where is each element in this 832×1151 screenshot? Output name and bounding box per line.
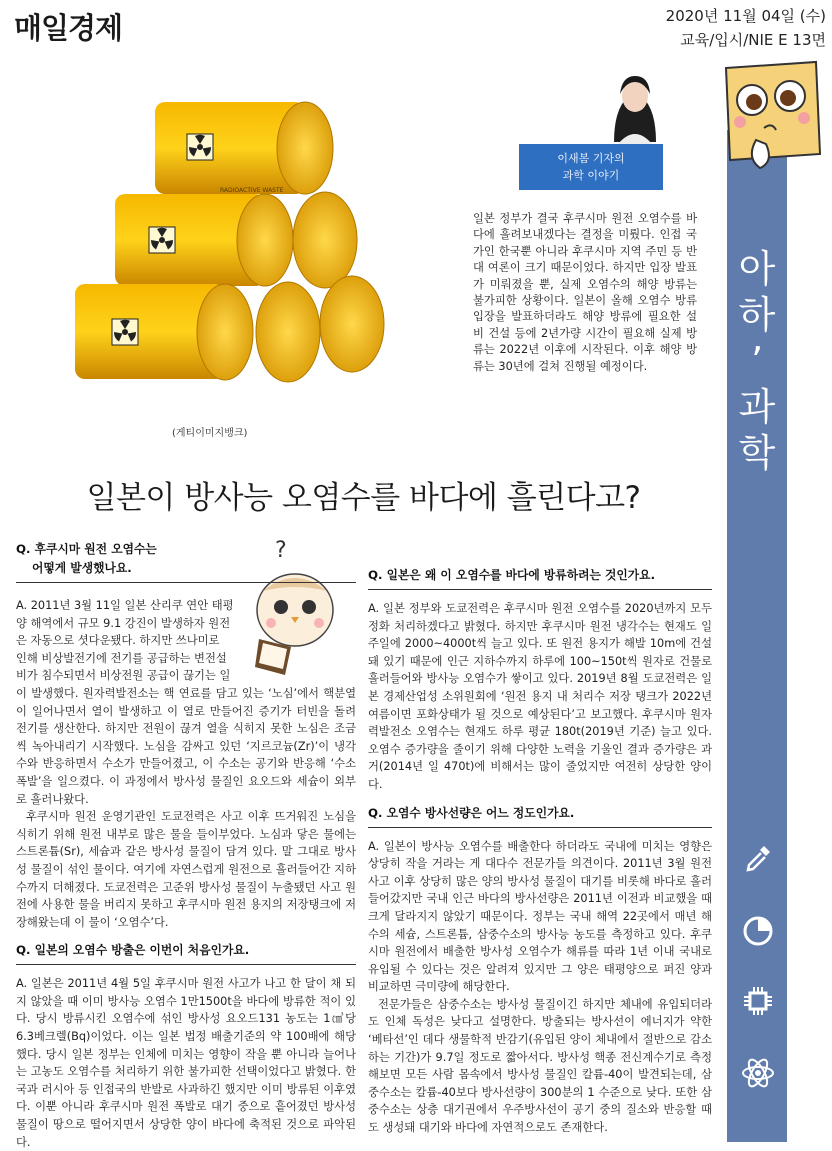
photo-credit: (게티이미지뱅크): [172, 428, 248, 439]
radioactive-barrels-illustration: [70, 92, 400, 422]
side-title-char: ’: [750, 339, 764, 383]
reporter-label: [519, 144, 663, 190]
dateline: [666, 4, 826, 52]
question-1-line1: Q. 후쿠시마 원전 오염수는: [16, 542, 157, 556]
side-title-char: 학: [738, 431, 776, 475]
intro-paragraph: 일본 정부가 결국 후쿠시마 원전 오염수를 바다에 흘려보내겠다는 결정을 미뤘다. 인접 국가인 한국뿐 아니라 후쿠시마 지역 주민 등 반대 여론이 크기 때문이었다. 하지만 입장 발표가 미뤄졌을 뿐, 실제 오염수의 해양 방류는 불가피한 상황이다. 일본이 올해 오염수 방류 입장을 발표하더라도 해양 방류에 필요한 설비 건설 등에 2년가량 시간이 필요해 실제 방류는 2022년 이후에 시작된다. 이후 해양 방류는 30년에 걸쳐 진행될 예정이다.: [473, 212, 697, 373]
atom-icon: [740, 1055, 776, 1091]
dropper-icon: [740, 840, 776, 876]
answer-1-intro: [16, 597, 248, 685]
answer-line: 은 자동으로 셧다운됐다. 하지만 쓰나미로: [16, 634, 220, 648]
side-title: [727, 246, 787, 476]
answer-4: A. 일본이 방사능 오염수를 배출한다 하더라도 국내에 미치는 영향은 상당히 작을 거라는 게 대다수 전문가들 의견이다. 2011년 3월 원전 사고 이후 상당히 많은 양의 방사성 물질이 대기를 비롯해 바다로 흘러들어갔지만 국내 인근 바다의 방사선량은 2011년 이전과 비교했을 때 크게 달라지지 않았기 때문이다. 정부는 국내 해역 22곳에서 매년 해수의 세슘, 스트론튬, 삼중수소의 방사능 농도를 측정하고 있다. 후쿠시마 원전에서 배출한 방사성 오염수가 해류를 따라 1년 이내 국내로 유입될 수 있다는 것은 알려져 있지만 그 양은 태평양으로 퍼진 양과 비교하면 극미량에 해당한다.: [368, 839, 712, 994]
side-title-char: 아: [738, 247, 776, 291]
answer-2: A. 일본은 2011년 4월 5일 후쿠시마 원전 사고가 나고 한 달이 채 되지 않았을 때 이미 방사능 오염수 1만1500t을 바다에 방류한 적이 있다. 당시 방류시킨 오염수에 섞인 방사성 요오드131 농도는 1㎤당 6.3베크렐(Bq)이었다. 이는 일본 법정 배출기준의 약 100배에 해당했다. 당시 일본 정부는 인체에 미치는 영향이 작을 뿐 아니라 늘어나는 고농도 오염수를 처리하기 위한 불가피한 선택이었다고 밝혔다. 한국과 러시아 등 인접국의 반발로 사과하긴 했지만 이미 방류된 이후였다. 이뿐 아니라 후쿠시마 원전 폭발로 대기 중으로 흩어졌던 방사성 물질이 땅으로 떨어지면서 상당한 양이 바다에 축적된 것으로 파악된다.: [16, 977, 356, 1149]
question-mark: ?: [275, 538, 287, 563]
reporter-line1: 이새봄 기자의: [557, 152, 625, 165]
reporter-line2: 과학 이야기: [562, 169, 620, 182]
answer-line: 양 해역에서 규모 9.1 강진이 발생하자 원전: [16, 616, 231, 630]
publish-date: 2020년 11월 04일 (수): [665, 7, 826, 25]
reporter-photo: [600, 62, 670, 144]
answer-line: 인해 비상발전기에 전기를 공급하는 변전설: [16, 651, 227, 665]
mascot-illustration: [716, 58, 826, 176]
right-column: [368, 566, 712, 1137]
pie-chart-icon: [740, 913, 776, 949]
barrel-label: RADIOACTIVE WASTE: [220, 187, 284, 194]
masthead-logo: 매일경제: [14, 11, 123, 45]
question-2: Q. 일본의 오염수 방출은 이번이 처음인가요.: [16, 941, 356, 965]
answer-1-paragraph-2: 후쿠시마 원전 운영기관인 도쿄전력은 사고 이후 뜨거워진 노심을 식히기 위해 원전 내부로 많은 물을 들이부었다. 노심과 닿은 물에는 스트론튬(Sr), 세슘과 같은 방사성 물질이 담겨 있다. 말 그대로 방사성 물질이 섞인 물이다. 여기에 자연스럽게 원전으로 흘러들어간 지하수까지 더해졌다. 도쿄전력은 고준위 방사성 물질이 누출됐던 사고 원전에 사용한 물을 버리지 못하고 후쿠시마 원전 용지의 저장탱크에 저장해왔는데 이 물이 ‘오염수’다.: [16, 810, 356, 929]
answer-1-body: 이 발생했다. 원자력발전소는 핵 연료를 담고 있는 ‘노심’에서 핵분열이 일어나면서 열이 발생하고 이 열로 만들어진 증기가 터빈을 돌려 전기를 생산한다. 하지만 전원이 끊겨 열을 식히지 못한 노심은 조금씩 녹아내리기 시작했다. 노심을 감싸고 있던 ‘지르코늄(Zr)’이 냉각수와 반응하면서 수소가 만들어졌고, 이 수소는 공기와 반응해 ‘수소 폭발’을 일으켰다. 이 과정에서 방사성 물질인 요오드와 세슘이 외부로 흘러나왔다.: [16, 686, 356, 806]
answer-line: A. 2011년 3월 11일 일본 산리쿠 연안 태평: [16, 599, 234, 612]
answer-4-paragraph-2: 전문가들은 삼중수소는 방사성 물질이긴 하지만 체내에 유입되더라도 인체 독성은 낮다고 설명한다. 방출되는 방사선이 에너지가 약한 ‘베타선’인 데다 생물학적 반감기(유입된 양이 체내에서 절반으로 감소하는 기간)가 9.7일 정도로 짧아서다. 방사성 핵종 전신계수기로 측정해보면 모든 사람 몸속에서 방사성 물질인 칼륨-40이 발견되는데, 삼중수소는 칼륨-40보다 방사선량이 300분의 1 수준으로 낮다. 또한 삼중수소는 상층 대기권에서 우주방사선이 공기 중의 질소와 반응할 때도 생성돼 대기와 바다에 자연적으로도 존재한다.: [368, 997, 712, 1135]
left-column: [16, 540, 356, 1151]
barrel-row-top: [155, 102, 333, 194]
chip-icon: [740, 983, 776, 1019]
section-page: 교육/입시/NIE E 13면: [680, 31, 826, 49]
side-title-char: 하: [738, 293, 776, 337]
question-3: Q. 일본은 왜 이 오염수를 바다에 방류하려는 것인가요.: [368, 566, 712, 590]
side-title-char: 과: [738, 385, 776, 429]
answer-line: 비가 침수되면서 비상전원 공급이 끊기는 일: [16, 669, 231, 683]
question-1-line2: 어떻게 발생했나요.: [16, 559, 356, 583]
headline: 일본이 방사능 오염수를 바다에 흘린다고?: [86, 480, 641, 516]
question-4: Q. 오염수 방사선량은 어느 정도인가요.: [368, 804, 712, 828]
answer-3: A. 일본 정부와 도쿄전력은 후쿠시마 원전 오염수를 2020년까지 모두 정화 처리하겠다고 밝혔다. 하지만 후쿠시마 원전 냉각수는 현재도 일주일에 2000~4000t씩 늘고 있다. 또 원전 용지가 해발 10m에 건설돼 있기 때문에 인근 지하수까지 하루에 100~150t씩 원자로 건물로 흘러들어와 방사능 오염수가 쌓이고 있다. 2019년 8월 도쿄전력은 일본 경제산업성 소위원회에 ‘원전 용지 내 처리수 저장 탱크가 2022년 여름이면 포화상태가 될 것으로 예상된다’고 보고했다. 후쿠시마 원자력발전소 오염수는 현재도 하루 평균 180t(2019년 기준) 늘고 있다. 오염수 증가량을 줄이기 위해 다양한 노력을 기울인 결과 증가량은 과거(2014년 일 470t)에 비해서는 많이 줄었지만 여전히 상당한 양이다.: [368, 602, 712, 791]
